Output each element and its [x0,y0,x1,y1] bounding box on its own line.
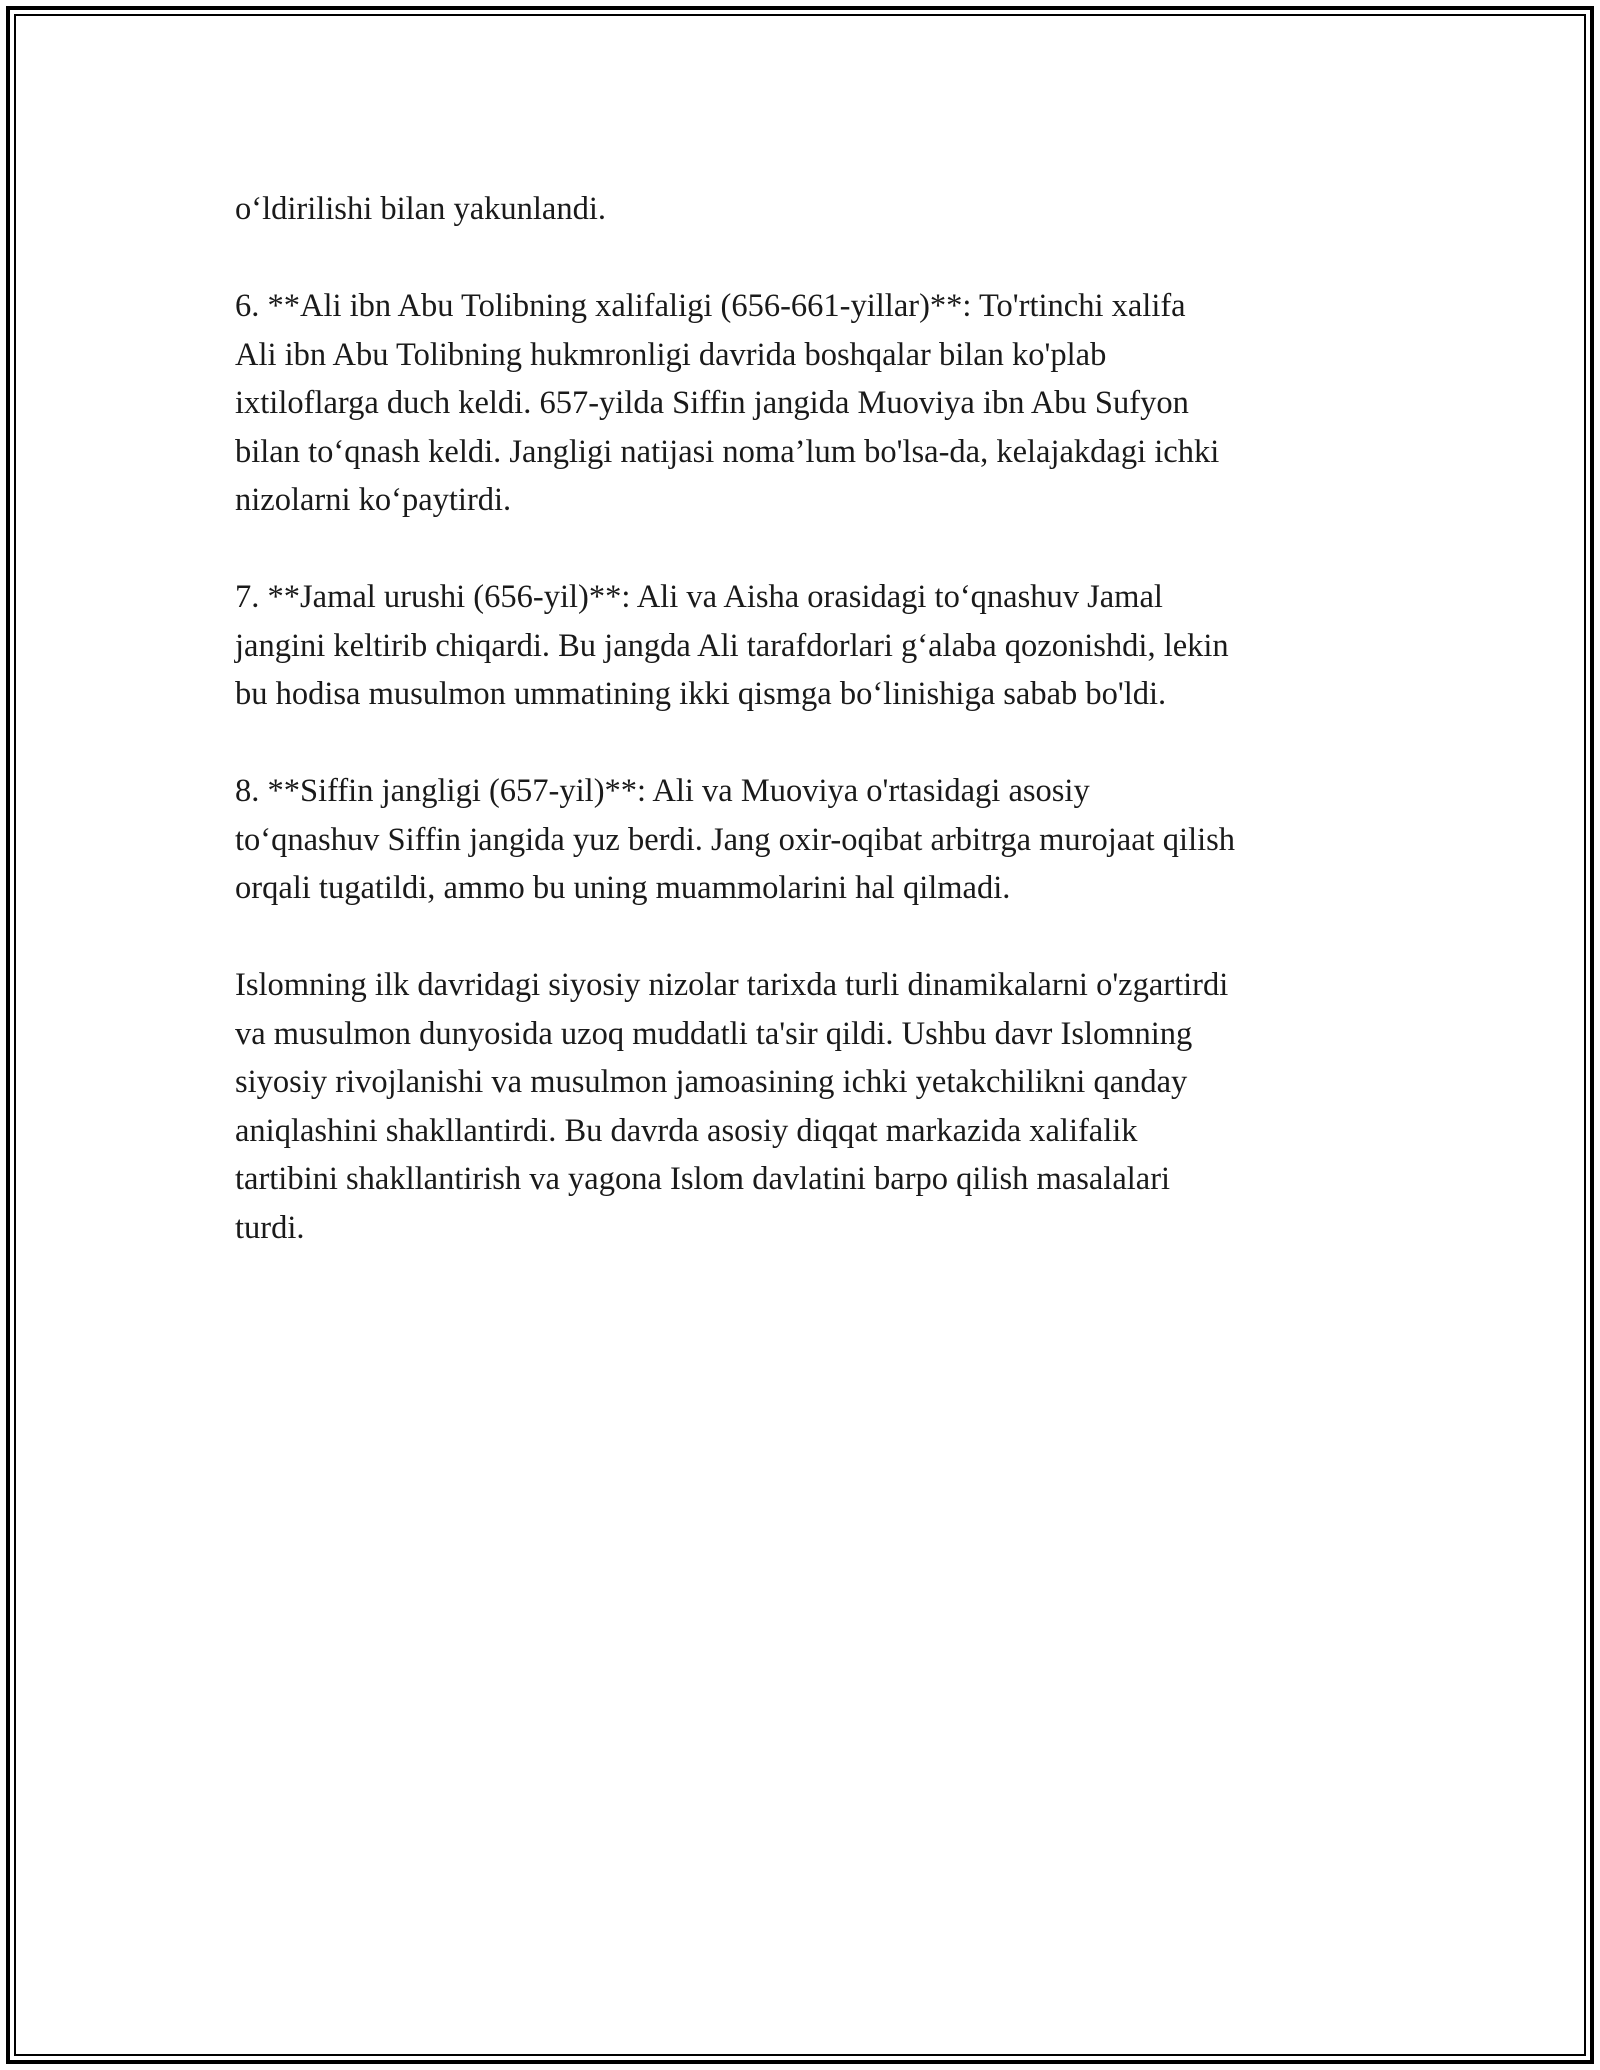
text-line: va musulmon dunyosida uzoq muddatli ta'sir qildi. Ushbu davr Islomning [235,1015,1193,1052]
text-line: siyosiy rivojlanishi va musulmon jamoasining ichki yetakchilikni qanday [235,1064,1188,1100]
text-line: 7. **Jamal urushi (656-yil)**: Ali va Aisha orasidagi to‘qnashuv Jamal [235,579,1163,615]
text-line: 8. **Siffin jangligi (657-yil)**: Ali va Muoviya o'rtasidagi asosiy [235,773,1090,809]
text-line: turdi. [235,1209,305,1246]
text-line: to‘qnashuv Siffin jangida yuz berdi. Jang oxir-oqibat arbitrga murojaat qilish [235,821,1236,858]
text-line: o‘ldirilishi bilan yakunlandi. [235,191,606,227]
document-body [235,185,1385,1301]
paragraph-continuation [235,185,1385,234]
text-line: ixtiloflarga duch keldi. 657-yilda Siffin jangida Muoviya ibn Abu Sufyon [235,385,1189,421]
text-line: 6. **Ali ibn Abu Tolibning xalifaligi (656-661-yillar)**: To'rtinchi xalifa [235,288,1186,324]
text-line: aniqlashini shakllantirdi. Bu davrda asosiy diqqat markazida xalifalik [235,1112,1138,1149]
text-line: Islomning ilk davridagi siyosiy nizolar tarixda turli dinamikalarni o'zgartirdi [235,967,1229,1003]
text-line: tartibini shakllantirish va yagona Islom davlatini barpo qilish masalalari [235,1161,1171,1197]
text-line: orqali tugatildi, ammo bu uning muammolarini hal qilmadi. [235,870,1011,906]
paragraph-item-8 [235,767,1385,913]
paragraph-item-7 [235,573,1385,719]
text-line: bilan to‘qnash keldi. Jangligi natijasi noma’lum bo'lsa-da, kelajakdagi ichki [235,433,1220,470]
text-line: nizolarni ko‘paytirdi. [235,482,512,518]
text-line: bu hodisa musulmon ummatining ikki qismga bo‘linishiga sabab bo'ldi. [235,676,1167,712]
text-line: Ali ibn Abu Tolibning hukmronligi davrida boshqalar bilan ko'plab [235,336,1107,373]
paragraph-item-6 [235,282,1385,525]
paragraph-conclusion [235,961,1385,1252]
text-line: jangini keltirib chiqardi. Bu jangda Ali tarafdorlari g‘alaba qozonishdi, lekin [235,627,1229,664]
